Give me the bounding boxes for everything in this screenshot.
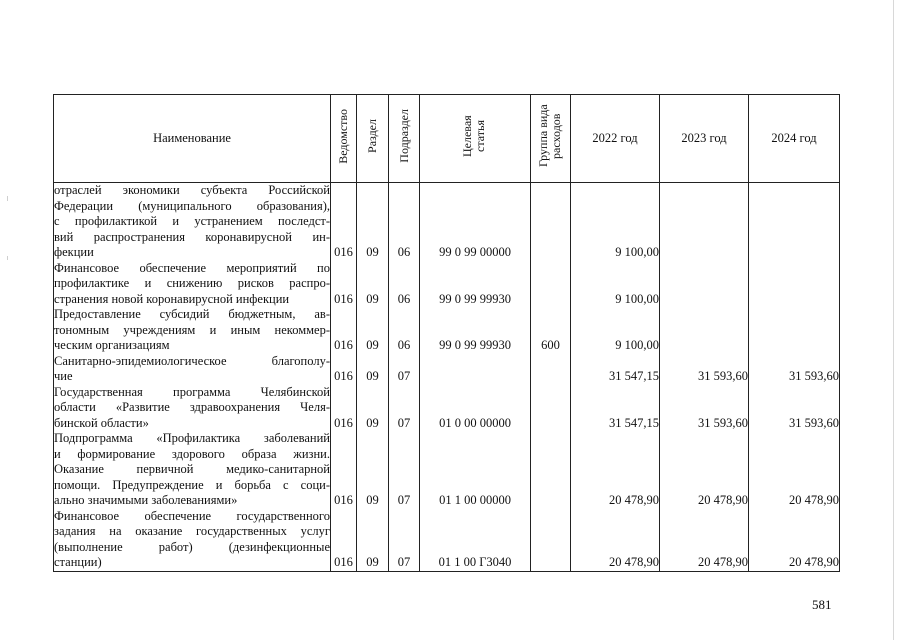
row-amount-2022: 9 100,00 — [571, 261, 660, 308]
row-podrazdel: 06 — [389, 307, 420, 354]
table-row — [54, 261, 840, 308]
row-name-line: чие — [54, 369, 73, 383]
row-amount-2023 — [660, 307, 749, 354]
row-amount-2024: 20 478,90 — [749, 431, 840, 509]
row-vedomstvo: 016 — [331, 509, 357, 572]
row-name-line: Финансовое обеспечение мероприятий по — [54, 260, 330, 275]
table-row — [54, 307, 840, 354]
row-vid-rashodov — [531, 183, 571, 261]
row-name-line: Федерации (муниципального образования), — [54, 198, 330, 213]
row-vid-rashodov: 600 — [531, 307, 571, 354]
row-razdel: 09 — [357, 307, 389, 354]
row-amount-2023: 20 478,90 — [660, 431, 749, 509]
row-vid-rashodov — [531, 509, 571, 572]
row-vedomstvo: 016 — [331, 354, 357, 385]
row-amount-2024: 20 478,90 — [749, 509, 840, 572]
row-vedomstvo: 016 — [331, 261, 357, 308]
row-vedomstvo: 016 — [331, 385, 357, 432]
row-amount-2022: 20 478,90 — [571, 509, 660, 572]
row-amount-2022: 31 547,15 — [571, 354, 660, 385]
scan-mark — [7, 256, 8, 260]
row-celevaya-statya: 01 1 00 00000 — [420, 431, 531, 509]
row-name-line: Государственная программа Челябинской — [54, 384, 330, 399]
row-name-line: странения новой коронавирусной инфекции — [54, 291, 290, 306]
row-razdel: 09 — [357, 431, 389, 509]
header-razdel: Раздел — [357, 95, 389, 183]
header-gruppa-vida-rashodov: Группа вида расходов — [531, 95, 571, 183]
row-razdel: 09 — [357, 354, 389, 385]
row-name-line: станции) — [54, 555, 102, 569]
row-razdel: 09 — [357, 385, 389, 432]
row-name-line: Финансовое обеспечение государственного — [54, 508, 330, 523]
row-amount-2022: 9 100,00 — [571, 307, 660, 354]
row-razdel: 09 — [357, 509, 389, 572]
page-number: 581 — [812, 597, 832, 612]
header-2023: 2023 год — [660, 95, 749, 183]
row-amount-2022: 20 478,90 — [571, 431, 660, 509]
row-name-cell — [54, 385, 331, 432]
row-amount-2023 — [660, 183, 749, 261]
row-amount-2023 — [660, 261, 749, 308]
row-celevaya-statya — [420, 354, 531, 385]
row-name-line: помощи. Предупреждение и борьба с соци- — [54, 477, 330, 492]
header-vedomstvo: Ведомство — [331, 95, 357, 183]
row-amount-2024 — [749, 261, 840, 308]
row-vedomstvo: 016 — [331, 183, 357, 261]
header-podrazdel: Подраздел — [389, 95, 420, 183]
table-row — [54, 183, 840, 261]
row-amount-2022: 9 100,00 — [571, 183, 660, 261]
row-razdel: 09 — [357, 261, 389, 308]
row-razdel: 09 — [357, 183, 389, 261]
row-celevaya-statya: 99 0 99 00000 — [420, 183, 531, 261]
row-vedomstvo: 016 — [331, 431, 357, 509]
row-name-cell — [54, 307, 331, 354]
row-amount-2022: 31 547,15 — [571, 385, 660, 432]
row-name-line: фекции — [54, 245, 94, 259]
table-row — [54, 385, 840, 432]
row-name-line: бинской области» — [54, 415, 149, 430]
row-amount-2023: 20 478,90 — [660, 509, 749, 572]
row-name-line: ческим организациям — [54, 338, 170, 352]
row-podrazdel: 06 — [389, 183, 420, 261]
row-amount-2024 — [749, 307, 840, 354]
row-vedomstvo: 016 — [331, 307, 357, 354]
row-amount-2024: 31 593,60 — [749, 385, 840, 432]
row-amount-2023: 31 593,60 — [660, 354, 749, 385]
budget-table — [53, 94, 840, 572]
row-name-line: области «Развитие здравоохранения Челя- — [54, 400, 330, 414]
scan-mark — [7, 196, 8, 201]
row-name-line: профилактике и снижению рисков распро- — [54, 276, 330, 290]
row-amount-2024: 31 593,60 — [749, 354, 840, 385]
row-name-line: отраслей экономики субъекта Российской — [54, 183, 330, 197]
header-2024: 2024 год — [749, 95, 840, 183]
row-podrazdel: 07 — [389, 509, 420, 572]
row-name-line: вий распространения коронавирусной ин- — [54, 229, 330, 244]
row-name-cell — [54, 183, 331, 261]
header-celevaya-statya: Целевая статья — [420, 95, 531, 183]
header-2022: 2022 год — [571, 95, 660, 183]
row-podrazdel: 07 — [389, 354, 420, 385]
row-name-line: с профилактикой и устранением последст- — [54, 214, 330, 228]
row-vid-rashodov — [531, 385, 571, 432]
row-name-line: Оказание первичной медико-санитарной — [54, 462, 330, 476]
row-name-cell — [54, 354, 331, 385]
row-name-line: ально значимыми заболеваниями» — [54, 493, 238, 507]
row-name-line: Подпрограмма «Профилактика заболеваний — [54, 431, 330, 445]
row-name-line: и формирование здорового образа жизни. — [54, 446, 330, 461]
row-celevaya-statya: 99 0 99 99930 — [420, 307, 531, 354]
page-edge — [893, 0, 894, 640]
row-name-cell — [54, 261, 331, 308]
header-name: Наименование — [54, 95, 331, 183]
row-name-line: Санитарно-эпидемиологическое благополу- — [54, 353, 330, 368]
row-name-line: Предоставление субсидий бюджетным, ав- — [54, 307, 330, 321]
table-row — [54, 509, 840, 572]
row-celevaya-statya: 01 1 00 Г3040 — [420, 509, 531, 572]
row-podrazdel: 07 — [389, 385, 420, 432]
row-name-cell — [54, 431, 331, 509]
row-vid-rashodov — [531, 261, 571, 308]
table-row — [54, 354, 840, 385]
row-podrazdel: 07 — [389, 431, 420, 509]
row-podrazdel: 06 — [389, 261, 420, 308]
row-name-line: (выполнение работ) (дезинфекционные — [54, 539, 330, 554]
row-amount-2024 — [749, 183, 840, 261]
table-header-row — [54, 95, 840, 183]
row-vid-rashodov — [531, 354, 571, 385]
row-celevaya-statya: 99 0 99 99930 — [420, 261, 531, 308]
row-vid-rashodov — [531, 431, 571, 509]
row-name-line: задания на оказание государственных услуг — [54, 524, 330, 538]
row-celevaya-statya: 01 0 00 00000 — [420, 385, 531, 432]
row-amount-2023: 31 593,60 — [660, 385, 749, 432]
row-name-cell — [54, 509, 331, 572]
table-row — [54, 431, 840, 509]
row-name-line: тономным учреждениям и иным некоммер- — [54, 322, 330, 337]
